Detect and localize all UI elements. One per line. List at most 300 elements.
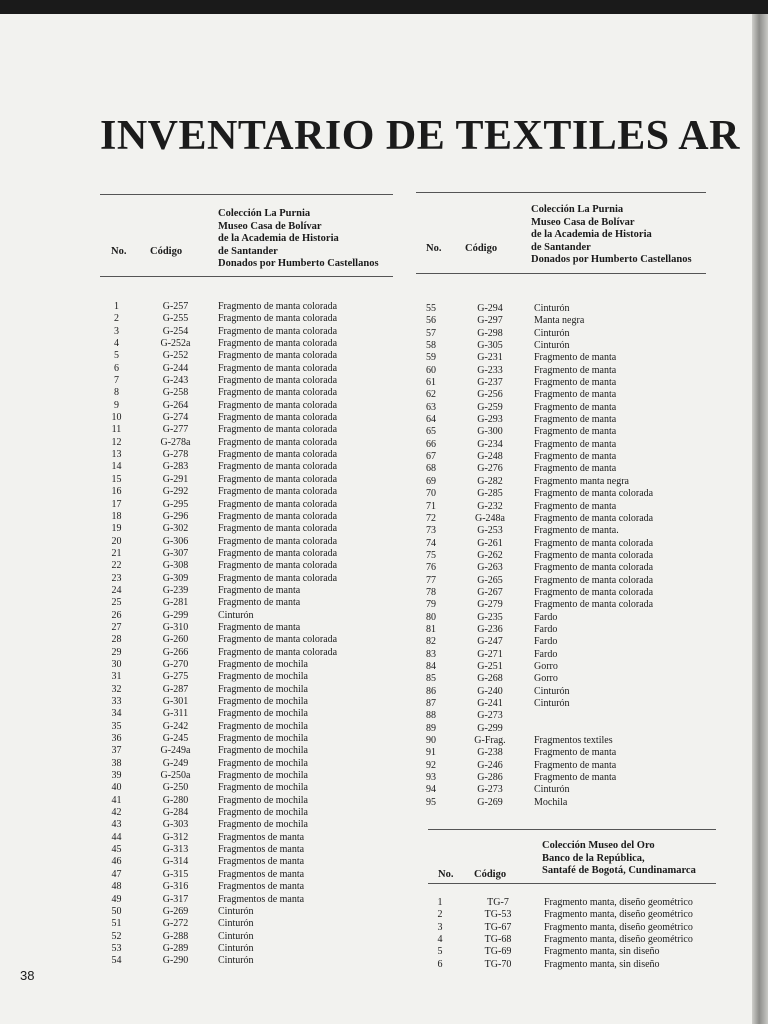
item-description: Gorro [534, 660, 558, 672]
header-line: Banco de la República, [542, 852, 645, 864]
item-number: 74 [426, 537, 436, 549]
item-code: G-251 [477, 660, 503, 672]
item-number: 39 [111, 770, 122, 782]
section2-table [416, 303, 706, 809]
table-row [100, 696, 398, 708]
item-number: 3 [114, 325, 119, 337]
header-line: Santafé de Bogotá, Cundinamarca [542, 865, 696, 876]
item-number: 17 [111, 498, 122, 510]
item-number: 57 [426, 327, 436, 339]
item-description: Fragmento de manta colorada [218, 646, 338, 658]
item-code: G-259 [477, 401, 503, 413]
item-number: 15 [111, 473, 122, 485]
item-code: G-288 [162, 930, 189, 942]
item-description: Fragmento de manta colorada [534, 537, 654, 549]
item-number: 95 [426, 796, 436, 808]
item-code: G-308 [162, 560, 189, 572]
item-description: Fragmento de manta colorada [534, 549, 654, 561]
item-description: Fragmento de manta [534, 377, 617, 389]
header-line: Donados por Humberto Castellanos [218, 258, 379, 269]
table-row [100, 819, 398, 831]
table-row [416, 303, 706, 315]
item-code: G-248a [475, 512, 505, 524]
table-row [100, 326, 398, 338]
header-line: de la Academia de Historia [218, 233, 339, 244]
table-row [100, 634, 398, 646]
table-row [100, 894, 398, 906]
item-code: TG-70 [484, 958, 512, 970]
table-row [416, 315, 706, 327]
table-row [100, 486, 398, 498]
item-code: G-253 [477, 525, 503, 537]
item-number: 69 [426, 475, 436, 487]
item-number: 59 [426, 352, 436, 364]
table-row [416, 575, 706, 587]
item-code: G-306 [162, 535, 189, 547]
item-number: 93 [426, 772, 436, 784]
item-number: 82 [426, 636, 436, 648]
item-code: G-280 [162, 794, 189, 806]
item-code: G-305 [477, 340, 503, 352]
item-description: Fragmento de manta colorada [218, 387, 338, 399]
header-line: Donados por Humberto Castellanos [531, 254, 692, 265]
item-number: 3 [437, 921, 443, 933]
item-description: Fragmento de manta colorada [218, 449, 338, 461]
section1-header [218, 208, 379, 271]
table-row [416, 377, 706, 389]
item-code: G-307 [162, 547, 189, 559]
item-code: G-289 [162, 942, 189, 954]
item-number: 6 [114, 362, 119, 374]
table-row [416, 624, 706, 636]
table-row [416, 710, 706, 722]
item-description: Fragmento de manta colorada [218, 510, 338, 522]
item-code: G-245 [162, 733, 189, 745]
item-description: Manta negra [534, 315, 585, 327]
item-code: G-310 [162, 621, 189, 633]
item-number: 46 [111, 856, 122, 868]
header-line: Colección La Purnia [218, 208, 311, 219]
item-description: Fragmento de manta [534, 389, 617, 401]
table-row [100, 424, 398, 436]
table-row [100, 548, 398, 560]
item-description: Fragmentos de manta [218, 844, 305, 856]
item-number: 60 [426, 364, 436, 376]
table-row [416, 747, 706, 759]
item-number: 33 [111, 696, 122, 707]
item-code: G-313 [162, 844, 189, 856]
item-description: Fragmento de manta colorada [218, 313, 338, 325]
table-row [416, 587, 706, 599]
item-code: G-255 [162, 313, 189, 325]
item-code: G-268 [477, 673, 503, 685]
item-code: G-303 [162, 819, 189, 831]
item-description: Fragmento de mochila [218, 819, 308, 831]
item-number: 73 [426, 525, 436, 537]
table-row [100, 955, 398, 967]
item-description: Fragmento de manta colorada [218, 486, 338, 498]
item-number: 10 [111, 412, 122, 424]
item-code: G-247 [477, 636, 503, 648]
table-row [416, 550, 706, 562]
table-row [100, 869, 398, 881]
item-code: G-273 [477, 710, 503, 722]
item-code: G-279 [477, 599, 503, 611]
item-code: G-273 [477, 784, 503, 796]
table-row [416, 439, 706, 451]
item-number: 54 [111, 955, 122, 967]
item-description: Fragmentos de manta [218, 831, 305, 843]
item-number: 86 [426, 685, 436, 697]
table-row [100, 499, 398, 511]
item-code: G-292 [162, 486, 189, 498]
item-code: G-232 [477, 500, 503, 512]
item-code: G-243 [162, 375, 189, 387]
item-number: 4 [114, 338, 119, 350]
table-row [100, 708, 398, 720]
table-row [100, 881, 398, 893]
table-row [416, 686, 706, 698]
item-description: Fragmento manta, diseño geométrico [544, 921, 693, 933]
item-description: Fragmentos textiles [534, 735, 613, 747]
item-number: 22 [111, 560, 122, 572]
page-title: INVENTARIO DE TEXTILES AR [100, 113, 740, 159]
item-code: G-287 [162, 683, 189, 695]
item-description: Fragmentos de manta [218, 868, 305, 880]
table-row [100, 474, 398, 486]
item-description: Fragmento de manta colorada [218, 523, 338, 535]
item-number: 1 [114, 301, 119, 312]
item-code: G-266 [162, 646, 189, 658]
item-description: Cinturón [218, 942, 254, 954]
table-row [100, 659, 398, 671]
table-row [416, 476, 706, 488]
item-description: Fardo [534, 648, 558, 660]
item-description: Fragmento de manta colorada [218, 362, 338, 374]
table-row [416, 698, 706, 710]
item-number: 12 [111, 436, 122, 448]
item-description: Fragmento de manta [534, 352, 617, 364]
item-code: G-302 [162, 523, 189, 535]
item-description: Fragmento de mochila [218, 770, 308, 782]
item-description: Fragmento de mochila [218, 708, 308, 720]
item-code: G-241 [477, 698, 503, 709]
item-number: 64 [426, 414, 436, 426]
table-row [416, 451, 706, 463]
item-number: 55 [426, 303, 436, 314]
item-code: G-258 [162, 387, 189, 399]
item-number: 77 [426, 574, 436, 586]
item-code: TG-69 [484, 946, 512, 958]
item-code: G-252a [160, 338, 191, 350]
section3-table [428, 897, 714, 971]
item-description: Cinturón [534, 340, 570, 352]
item-number: 34 [111, 708, 122, 720]
header-line: de Santander [218, 245, 278, 257]
item-description: Fragmento de manta [218, 584, 301, 596]
item-description: Fragmento de manta [534, 772, 617, 784]
item-number: 75 [426, 549, 436, 561]
item-code: G-278 [162, 449, 189, 461]
item-description: Cinturón [534, 303, 570, 314]
table-row [428, 897, 714, 909]
item-number: 44 [111, 831, 122, 843]
item-number: 92 [426, 759, 436, 771]
item-number: 89 [426, 722, 436, 734]
item-code: G-269 [162, 905, 189, 917]
table-row [416, 525, 706, 537]
item-code: G-234 [477, 438, 503, 450]
item-description: Fragmento de manta [534, 500, 617, 512]
item-code: G-311 [162, 708, 189, 720]
item-code: G-301 [162, 696, 189, 707]
item-description: Fragmento de manta colorada [218, 498, 338, 510]
table-row [416, 463, 706, 475]
item-description: Fragmento de manta colorada [534, 488, 654, 500]
item-number: 24 [111, 584, 122, 596]
table-row [428, 922, 714, 934]
item-code: G-256 [477, 389, 503, 401]
item-code: G-257 [162, 301, 189, 312]
item-number: 84 [426, 660, 436, 672]
item-code: G-239 [162, 584, 189, 596]
item-code: G-263 [477, 562, 503, 574]
col-no: No. [438, 869, 454, 880]
header-line: de la Academia de Historia [531, 229, 652, 240]
item-code: G-283 [162, 461, 189, 473]
item-code: G-248 [477, 451, 503, 463]
item-description: Fragmento de manta [534, 426, 617, 438]
item-code: G-252 [162, 350, 189, 362]
item-number: 65 [426, 426, 436, 438]
item-number: 78 [426, 586, 436, 598]
item-number: 87 [426, 698, 436, 709]
item-number: 38 [111, 757, 122, 769]
item-description: Fragmento de manta [534, 451, 617, 463]
col-no: No. [426, 243, 442, 254]
table-row [100, 449, 398, 461]
item-number: 90 [426, 735, 436, 747]
table-row [100, 721, 398, 733]
header-rule-bottom [100, 276, 393, 277]
item-description: Fragmento de manta colorada [218, 560, 338, 572]
table-row [100, 400, 398, 412]
item-description: Fragmento de manta [218, 597, 301, 609]
item-number: 27 [111, 621, 122, 633]
table-row [100, 338, 398, 350]
item-description: Fragmento de manta. [534, 525, 619, 537]
item-number: 48 [111, 881, 122, 893]
item-code: G-270 [162, 658, 189, 670]
item-code: TG-67 [484, 921, 512, 933]
item-description: Fragmento manta, diseño geométrico [544, 897, 693, 908]
table-row [100, 622, 398, 634]
item-code: G-298 [477, 327, 503, 339]
item-code: G-236 [477, 623, 503, 635]
item-code: G-Frag. [474, 735, 506, 747]
table-row [100, 536, 398, 548]
item-code: G-233 [477, 364, 503, 376]
col-code: Código [474, 869, 507, 880]
item-code: G-238 [477, 747, 503, 759]
table-row [416, 562, 706, 574]
item-code: G-314 [162, 856, 189, 868]
table-row [100, 770, 398, 782]
table-row [416, 389, 706, 401]
header-rule-top [416, 192, 706, 193]
table-row [100, 856, 398, 868]
item-number: 18 [111, 510, 122, 522]
item-description: Fragmento de manta colorada [534, 562, 654, 574]
item-number: 37 [111, 745, 122, 757]
item-code: G-286 [477, 772, 503, 784]
item-number: 26 [111, 609, 122, 621]
item-number: 28 [111, 634, 122, 646]
item-description: Fardo [534, 611, 558, 623]
item-description: Fragmento de mochila [218, 782, 308, 794]
table-row [428, 959, 714, 971]
table-row [100, 313, 398, 325]
table-row [100, 387, 398, 399]
table-row [100, 610, 398, 622]
table-row [416, 636, 706, 648]
table-row [100, 597, 398, 609]
item-description: Fragmento de mochila [218, 794, 308, 806]
item-number: 35 [111, 720, 122, 732]
table-row [100, 412, 398, 424]
table-row [100, 437, 398, 449]
item-number: 61 [426, 377, 436, 389]
table-row [100, 647, 398, 659]
item-code: G-244 [162, 362, 189, 374]
item-description: Fardo [534, 623, 558, 635]
item-code: G-315 [162, 868, 189, 880]
item-number: 76 [426, 562, 436, 574]
table-row [416, 673, 706, 685]
table-row [416, 402, 706, 414]
item-description: Fragmento de mochila [218, 757, 308, 769]
item-description: Fragmento de manta [534, 747, 617, 759]
item-description: Fragmento de manta colorada [534, 599, 654, 611]
table-row [100, 832, 398, 844]
item-number: 81 [426, 623, 436, 635]
item-number: 13 [111, 449, 122, 461]
header-line: Museo Casa de Bolívar [218, 220, 322, 232]
item-number: 29 [111, 646, 122, 658]
item-number: 11 [111, 424, 122, 436]
item-code: G-296 [162, 510, 189, 522]
table-row [100, 745, 398, 757]
item-description: Fragmento de mochila [218, 733, 308, 745]
item-code: TG-53 [484, 909, 512, 921]
item-number: 31 [111, 671, 122, 683]
item-number: 2 [437, 909, 443, 921]
item-number: 6 [437, 958, 443, 970]
item-code: TG-68 [484, 934, 512, 946]
table-row [428, 909, 714, 921]
table-row [100, 684, 398, 696]
item-description: Cinturón [534, 698, 570, 709]
item-code: G-275 [162, 671, 189, 683]
header-line: Colección La Purnia [531, 204, 624, 215]
item-number: 14 [111, 461, 122, 473]
table-row [100, 795, 398, 807]
item-number: 50 [111, 905, 122, 917]
item-number: 68 [426, 463, 436, 475]
item-number: 70 [426, 488, 436, 500]
item-description [534, 710, 706, 722]
item-number: 51 [111, 918, 122, 930]
item-number: 7 [114, 375, 119, 387]
item-number: 83 [426, 648, 436, 660]
item-code: G-309 [162, 572, 189, 584]
col-code: Código [465, 243, 498, 254]
item-code: G-264 [162, 399, 189, 411]
item-number: 5 [437, 946, 443, 958]
item-description: Fragmento de manta [534, 463, 617, 475]
item-code: G-262 [477, 549, 503, 561]
item-description: Gorro [534, 673, 558, 685]
item-number: 67 [426, 451, 436, 463]
item-number: 56 [426, 315, 436, 327]
item-number: 80 [426, 611, 436, 623]
table-row [100, 782, 398, 794]
item-description: Fragmento de manta colorada [218, 547, 338, 559]
col-code: Código [150, 246, 183, 257]
table-row [416, 352, 706, 364]
item-number: 62 [426, 389, 436, 401]
item-code: G-278a [160, 436, 191, 448]
header-line: de Santander [531, 241, 591, 253]
item-description: Fragmento de manta colorada [218, 424, 338, 436]
table-row [416, 735, 706, 747]
item-code: G-316 [162, 881, 189, 893]
item-description: Cinturón [218, 905, 254, 917]
item-code: G-231 [477, 352, 503, 364]
item-description: Fragmento de mochila [218, 671, 308, 683]
item-description: Fragmento manta negra [534, 475, 629, 487]
table-row [100, 758, 398, 770]
item-description: Cinturón [218, 609, 254, 621]
header-line: Museo Casa de Bolívar [531, 216, 635, 228]
table-row [416, 365, 706, 377]
table-row [416, 538, 706, 550]
section1-table [100, 301, 398, 968]
item-description: Fragmento de manta colorada [218, 436, 338, 448]
item-description: Cinturón [218, 930, 254, 942]
item-description: Fragmento de mochila [218, 720, 308, 732]
item-description: Fragmento de manta colorada [534, 586, 654, 598]
table-row [416, 513, 706, 525]
item-code: G-235 [477, 611, 503, 623]
page-number: 38 [20, 968, 35, 983]
item-number: 19 [111, 523, 122, 535]
item-code: G-290 [162, 955, 189, 967]
col-no: No. [111, 246, 127, 257]
item-code: G-295 [162, 498, 189, 510]
table-row [428, 934, 714, 946]
table-row [416, 723, 706, 735]
item-number: 20 [111, 535, 122, 547]
table-row [416, 760, 706, 772]
item-number: 4 [437, 934, 443, 946]
item-code: G-299 [477, 722, 503, 734]
item-code: G-291 [162, 473, 189, 485]
item-description: Fragmento de manta colorada [218, 412, 338, 424]
item-description: Fragmento de mochila [218, 745, 308, 757]
item-number: 30 [111, 658, 122, 670]
item-number: 58 [426, 340, 436, 352]
